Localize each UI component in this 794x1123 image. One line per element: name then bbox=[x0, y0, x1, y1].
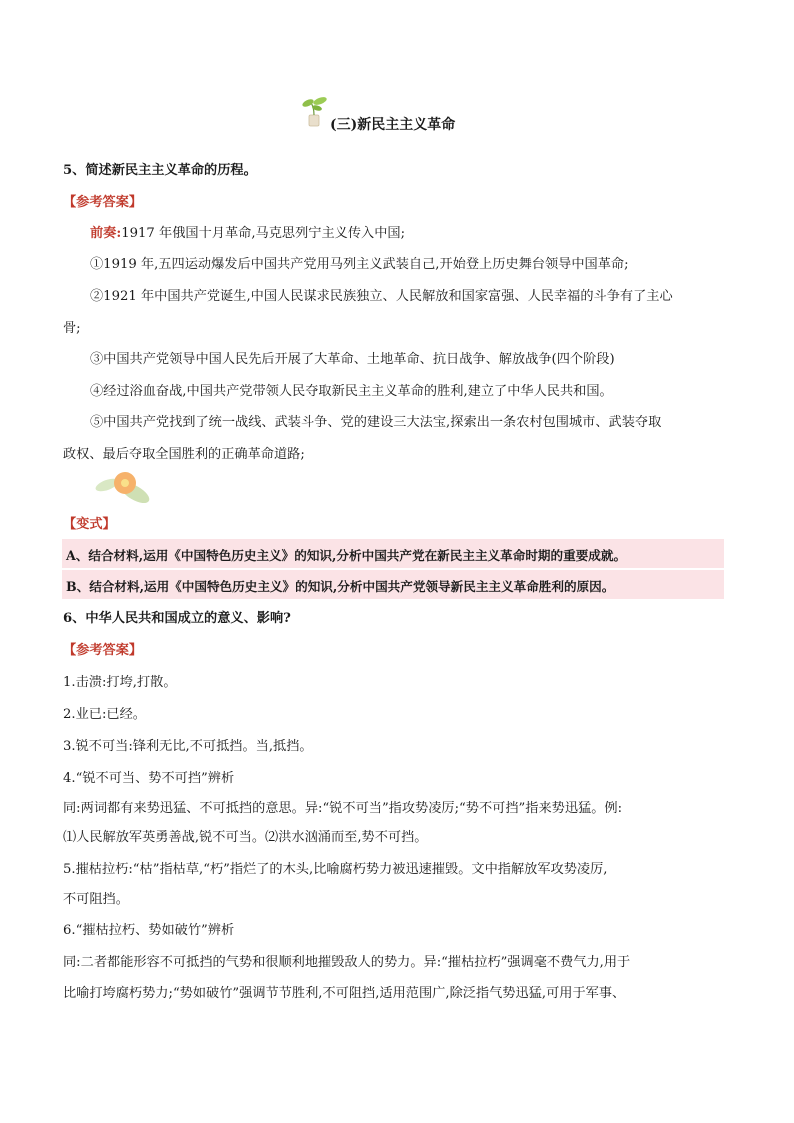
prelude-line bbox=[90, 225, 405, 243]
answer-line: ①1919 年,五四运动爆发后中国共产党用马列主义武装自己,开始登上历史舞台领导中国革命; bbox=[90, 257, 629, 272]
answer-label-5: 【参考答案】 bbox=[63, 195, 143, 210]
prelude-text: 1917 年俄国十月革命,马克思列宁主义传入中国; bbox=[121, 226, 406, 241]
answer-line: 同:两词都有来势迅猛、不可抵挡的意思。异:“锐不可当”指攻势凌厉;“势不可挡”指来势迅猛。例: bbox=[63, 801, 623, 816]
prelude-label: 前奏: bbox=[90, 226, 122, 241]
answer-line: 4.“锐不可当、势不可挡”辨析 bbox=[63, 771, 235, 786]
answer-line: ③中国共产党领导中国人民先后开展了大革命、土地革命、抗日战争、解放战争(四个阶段) bbox=[90, 352, 615, 367]
question-6: 6、中华人民共和国成立的意义、影响? bbox=[63, 611, 291, 626]
answer-line: 6.“摧枯拉朽、势如破竹”辨析 bbox=[63, 923, 235, 938]
answer-line: 3.锐不可当:锋利无比,不可抵挡。当,抵挡。 bbox=[63, 739, 313, 754]
answer-line: ⑤中国共产党找到了统一战线、武装斗争、党的建设三大法宝,探索出一条农村包围城市、武装夺取 bbox=[90, 415, 662, 430]
answer-line: 不可阻挡。 bbox=[63, 892, 129, 907]
variant-a: A、结合材料,运用《中国特色历史主义》的知识,分析中国共产党在新民主主义革命时期的重要成就。 bbox=[66, 548, 627, 563]
answer-line: 2.业已:已经。 bbox=[63, 707, 146, 722]
answer-line: 政权、最后夺取全国胜利的正确革命道路; bbox=[63, 447, 305, 462]
potted-plant-icon bbox=[300, 95, 330, 127]
variant-b-box bbox=[62, 570, 724, 599]
answer-line: 比喻打垮腐朽势力;“势如破竹”强调节节胜利,不可阻挡,适用范围广,除泛指气势迅猛,可用于军事、 bbox=[63, 986, 626, 1001]
answer-line: ④经过浴血奋战,中国共产党带领人民夺取新民主主义革命的胜利,建立了中华人民共和国。 bbox=[90, 384, 613, 399]
flower-icon bbox=[95, 463, 155, 511]
answer-line: 骨; bbox=[63, 321, 81, 336]
answer-line: ②1921 年中国共产党诞生,中国人民谋求民族独立、人民解放和国家富强、人民幸福的斗争有了主心 bbox=[90, 289, 673, 304]
section-title: (三)新民主主义革命 bbox=[330, 117, 456, 133]
answer-label-6: 【参考答案】 bbox=[63, 643, 143, 658]
answer-line: 1.击溃:打垮,打散。 bbox=[63, 675, 177, 690]
answer-line: 5.摧枯拉朽:“枯”指枯草,“朽”指烂了的木头,比喻腐朽势力被迅速摧毁。文中指解放军攻势凌厉, bbox=[63, 862, 608, 877]
variant-label: 【变式】 bbox=[63, 517, 116, 532]
answer-line: ⑴人民解放军英勇善战,锐不可当。⑵洪水汹涌而至,势不可挡。 bbox=[63, 830, 428, 845]
variant-b: B、结合材料,运用《中国特色历史主义》的知识,分析中国共产党领导新民主主义革命胜利的原因。 bbox=[66, 579, 615, 594]
variant-a-box bbox=[62, 539, 724, 568]
question-5: 5、简述新民主主义革命的历程。 bbox=[63, 163, 257, 178]
answer-line: 同:二者都能形容不可抵挡的气势和很顺利地摧毁敌人的势力。异:“摧枯拉朽”强调毫不费气力,用于 bbox=[63, 955, 631, 970]
section-heading bbox=[300, 95, 520, 135]
